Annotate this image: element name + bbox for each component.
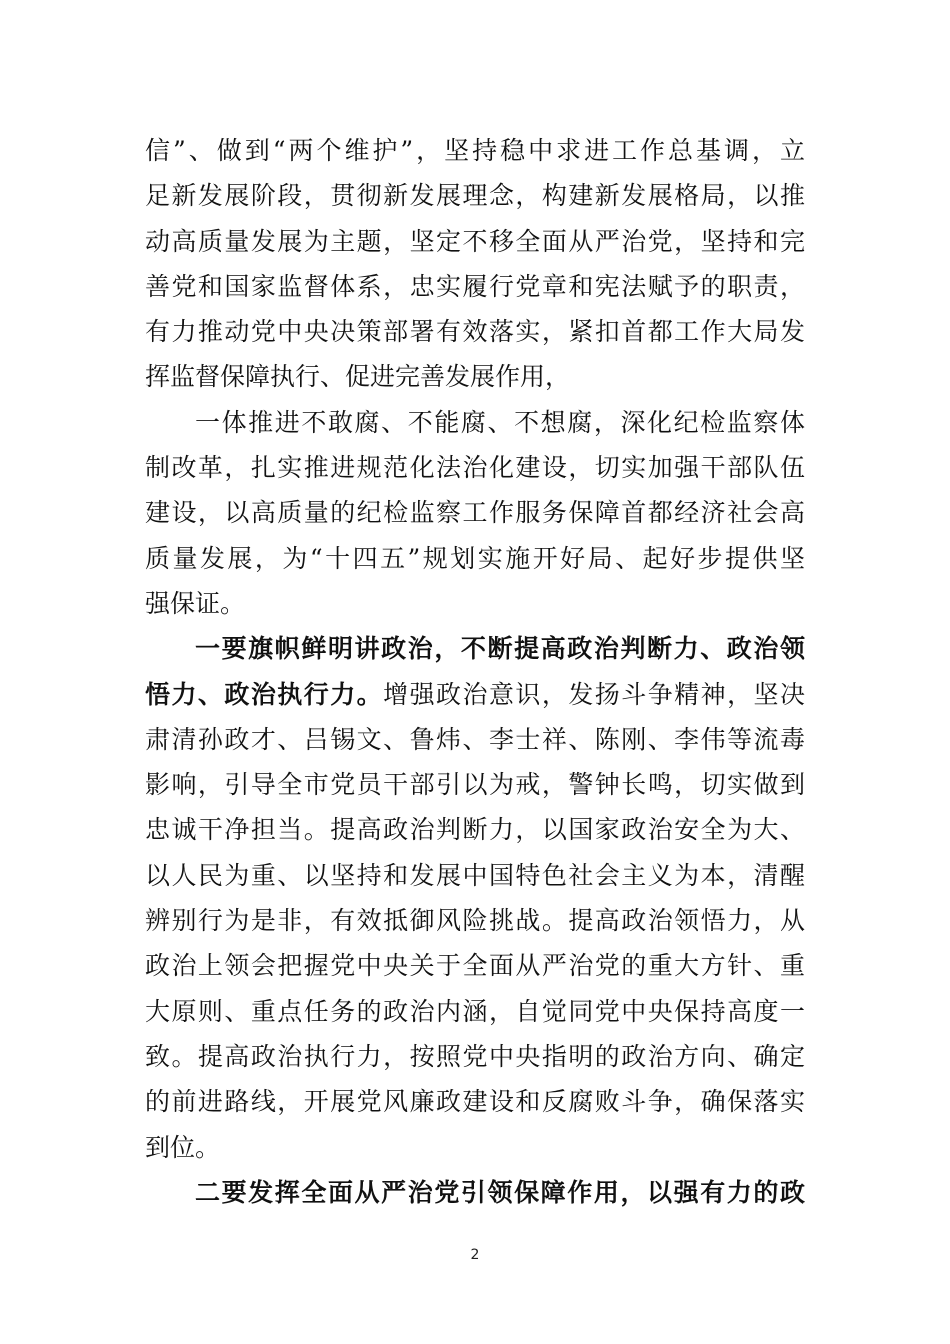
text-line: 一体推进不敢腐、不能腐、不想腐，深化纪检监察体 <box>195 407 805 437</box>
text-line: 肃清孙政才、吕锡文、鲁炜、李士祥、陈刚、李伟等流毒 <box>145 724 805 754</box>
text-line: 到位。 <box>145 1132 221 1162</box>
text-line: 善党和国家监督体系，忠实履行党章和宪法赋予的职责， <box>145 271 805 301</box>
paragraph-2 <box>145 400 805 626</box>
paragraph-1 <box>145 128 805 400</box>
paragraph-4 <box>145 1170 805 1215</box>
text-fragment: 增强政治意识，发扬斗争精神，坚决 <box>383 679 805 709</box>
text-line: 致。提高政治执行力，按照党中央指明的政治方向、确定 <box>145 1041 805 1071</box>
heading-fragment: 悟力、政治执行力。 <box>145 679 384 709</box>
text-line: 质量发展，为“十四五”规划实施开好局、起好步提供坚 <box>145 543 805 573</box>
text-line: 信”、做到“两个维护”，坚持稳中求进工作总基调，立 <box>145 136 805 165</box>
text-line: 动高质量发展为主题，坚定不移全面从严治党，坚持和完 <box>145 226 805 256</box>
paragraph-3 <box>145 626 805 1170</box>
text-line: 的前进路线，开展党风廉政建设和反腐败斗争，确保落实 <box>145 1087 805 1117</box>
text-line: 制改革，扎实推进规范化法治化建设，切实加强干部队伍 <box>145 453 805 483</box>
text-line: 足新发展阶段，贯彻新发展理念，构建新发展格局，以推 <box>145 181 805 211</box>
text-line: 辨别行为是非，有效抵御风险挑战。提高政治领悟力，从 <box>145 906 805 936</box>
text-line: 政治上领会把握党中央关于全面从严治党的重大方针、重 <box>145 951 805 981</box>
text-line: 大原则、重点任务的政治内涵，自觉同党中央保持高度一 <box>145 996 805 1026</box>
text-line: 挥监督保障执行、促进完善发展作用， <box>145 362 571 392</box>
text-line: 影响，引导全市党员干部引以为戒，警钟长鸣，切实做到 <box>145 770 805 800</box>
text-line: 有力推动党中央决策部署有效落实，紧扣首都工作大局发 <box>145 317 805 347</box>
heading-line: 一要旗帜鲜明讲政治，不断提高政治判断力、政治领 <box>195 634 805 664</box>
text-line: 强保证。 <box>145 588 246 618</box>
mixed-line <box>145 672 805 717</box>
text-line: 忠诚干净担当。提高政治判断力，以国家政治安全为大、 <box>145 815 805 845</box>
page-number: 2 <box>470 1247 480 1263</box>
text-line: 建设，以高质量的纪检监察工作服务保障首都经济社会高 <box>145 498 805 528</box>
text-line: 以人民为重、以坚持和发展中国特色社会主义为本，清醒 <box>145 860 805 890</box>
heading-line: 二要发挥全面从严治党引领保障作用，以强有力的政 <box>195 1177 805 1207</box>
document-page <box>145 128 805 1215</box>
